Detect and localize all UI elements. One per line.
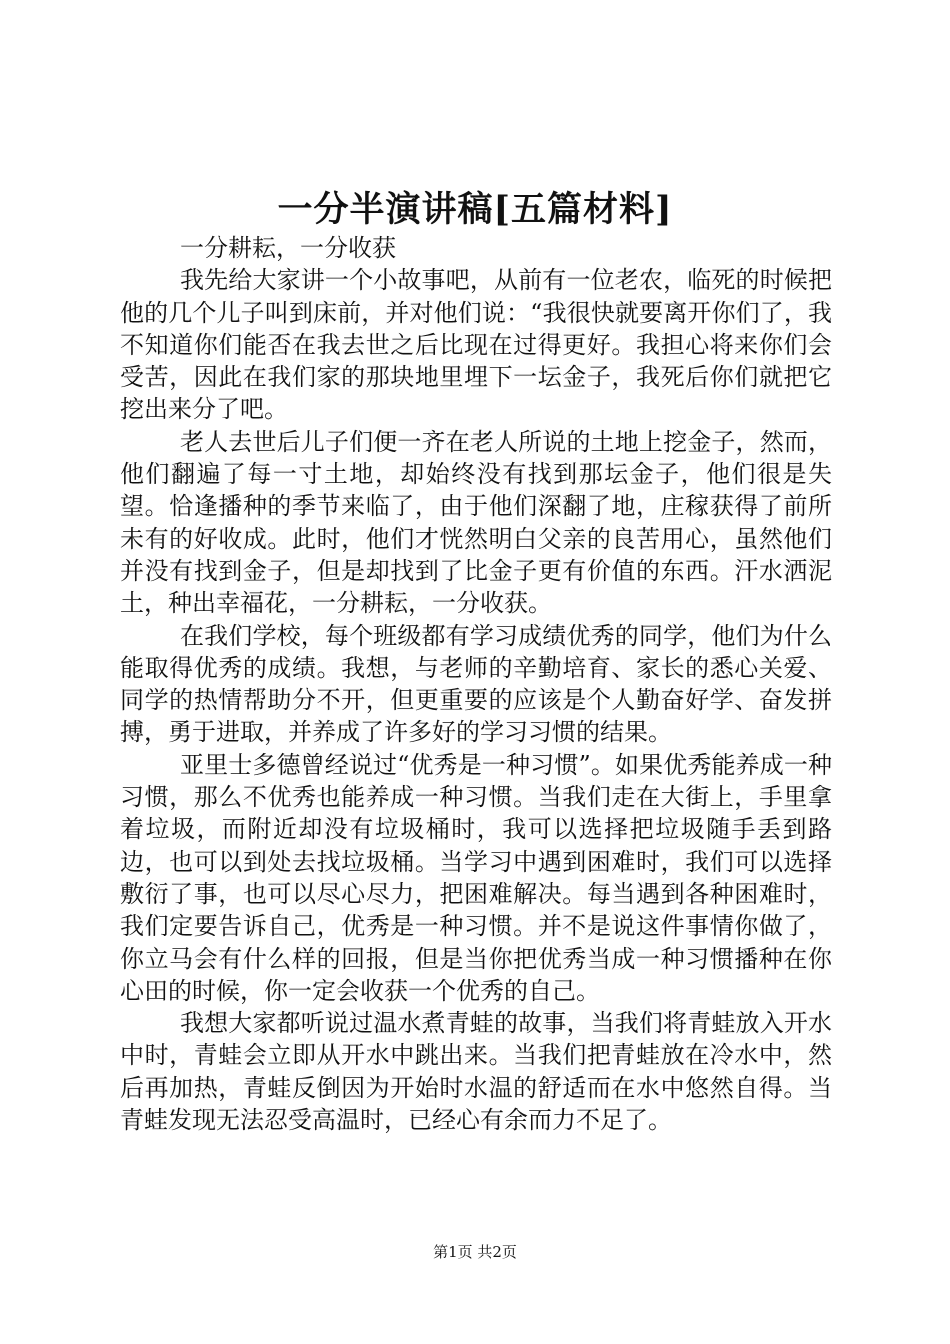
paragraph: 我先给大家讲一个小故事吧，从前有一位老农，临死的时候把他的几个儿子叫到床前，并对他们说：“我很快就要离开你们了，我不知道你们能否在我去世之后比现在过得更好。我担心将来你们会受苦，因此在我们家的那块地里埋下一坛金子，我死后你们就把它挖出来分了吧。 [120, 266, 832, 424]
paragraph: 老人去世后儿子们便一齐在老人所说的土地上挖金子，然而，他们翻遍了每一寸土地，却始终没有找到那坛金子，他们很是失望。恰逢播种的季节来临了，由于他们深翻了地，庄稼获得了前所未有的好收成。此时，他们才恍然明白父亲的良苦用心，虽然他们并没有找到金子，但是却找到了比金子更有价值的东西。汗水洒泥土，种出幸福花，一分耕耘，一分收获。 [120, 427, 832, 618]
paragraph: 我想大家都听说过温水煮青蛙的故事，当我们将青蛙放入开水中时，青蛙会立即从开水中跳出来。当我们把青蛙放在冷水中，然后再加热，青蛙反倒因为开始时水温的舒适而在水中悠然自得。当青蛙发现无法忍受高温时，已经心有余而力不足了。 [120, 1009, 832, 1135]
page-footer: 第1页 共2页 [433, 1243, 517, 1261]
document-title: 一分半演讲稿[五篇材料] [277, 189, 673, 230]
paragraph: 在我们学校，每个班级都有学习成绩优秀的同学，他们为什么能取得优秀的成绩。我想，与老师的辛勤培育、家长的悉心关爱、同学的热情帮助分不开，但更重要的应该是个人勤奋好学、奋发拼搏，勇于进取，并养成了许多好的学习习惯的结果。 [120, 621, 832, 747]
paragraph: 亚里士多德曾经说过“优秀是一种习惯”。如果优秀能养成一种习惯，那么不优秀也能养成一种习惯。当我们走在大街上，手里拿着垃圾，而附近却没有垃圾桶时，我可以选择把垃圾随手丢到路边，也可以到处去找垃圾桶。当学习中遇到困难时，我们可以选择敷衍了事，也可以尽心尽力，把困难解决。每当遇到各种困难时，我们定要告诉自己，优秀是一种习惯。并不是说这件事情你做了，你立马会有什么样的回报，但是当你把优秀当成一种习惯播种在你心田的时候，你一定会收获一个优秀的自己。 [120, 750, 832, 1005]
document-body [120, 232, 832, 1136]
paragraph-subtitle: 一分耕耘，一分收获 [180, 234, 396, 262]
